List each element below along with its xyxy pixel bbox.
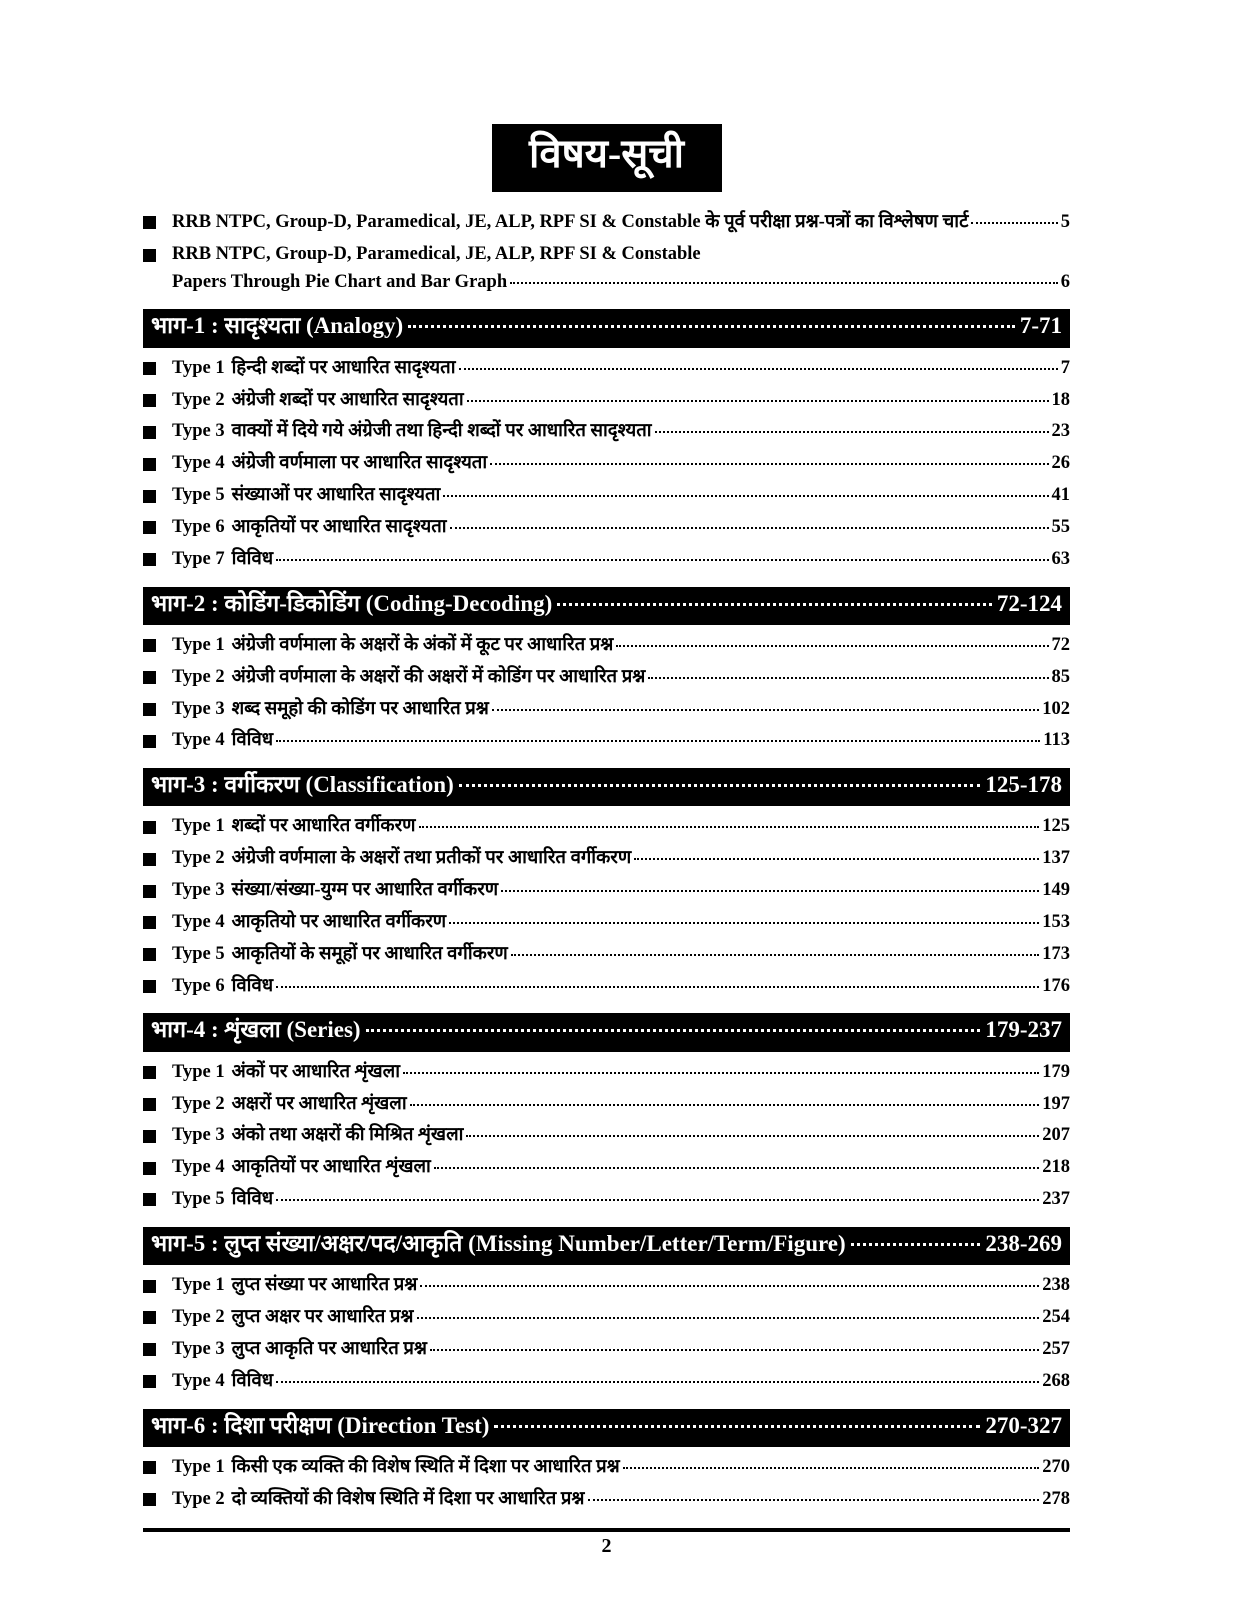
section-page-range: 125-178 — [985, 772, 1062, 798]
bullet-square-icon — [143, 1343, 156, 1356]
item-text: शब्द समूहो की कोडिंग पर आधारित प्रश्न — [231, 698, 489, 719]
intro-item-page: 5 — [1060, 212, 1070, 232]
item-text: शब्दों पर आधारित वर्गीकरण — [231, 816, 416, 837]
item-page: 149 — [1042, 880, 1070, 901]
dot-leader — [648, 677, 1048, 679]
item-page: 7 — [1060, 357, 1070, 378]
item-type-label: Type 2 — [172, 389, 225, 410]
item-type-label: Type 3 — [172, 880, 225, 901]
bullet-square-icon — [143, 1162, 156, 1175]
toc-page — [143, 0, 1070, 1558]
bullet-square-icon — [143, 703, 156, 716]
page-title: विषय-सूची — [492, 124, 722, 192]
item-page: 125 — [1042, 816, 1070, 837]
item-type-label: Type 1 — [172, 634, 225, 655]
toc-item — [143, 1489, 1070, 1511]
dot-leader — [408, 325, 1015, 328]
item-text: अंग्रेजी वर्णमाला के अक्षरों के अंकों में कूट पर आधारित प्रश्न — [231, 634, 614, 655]
bullet-square-icon — [143, 521, 156, 534]
item-text: विविध — [231, 730, 274, 751]
bullet-square-icon — [143, 249, 156, 262]
intro-item-line2-row — [172, 272, 1070, 294]
dot-leader — [459, 784, 981, 787]
item-text: संख्याओं पर आधारित सादृश्यता — [231, 485, 441, 506]
dot-leader — [276, 559, 1048, 561]
bullet-square-icon — [143, 853, 156, 866]
dot-leader — [494, 1425, 980, 1428]
dot-leader — [623, 1467, 1040, 1469]
item-type-label: Type 1 — [172, 816, 225, 837]
item-type-label: Type 6 — [172, 975, 225, 996]
dot-leader — [430, 1349, 1039, 1351]
item-text: अंग्रेजी वर्णमाला के अक्षरों की अक्षरों में कोडिंग पर आधारित प्रश्न — [231, 666, 646, 687]
item-page: 55 — [1051, 516, 1070, 537]
section-page-range: 179-237 — [985, 1017, 1062, 1043]
dot-leader — [510, 282, 1058, 284]
dot-leader — [449, 922, 1039, 924]
toc-section — [143, 1227, 1070, 1393]
bullet-square-icon — [143, 1493, 156, 1506]
item-page: 237 — [1042, 1189, 1070, 1210]
item-page: 207 — [1042, 1125, 1070, 1146]
section-page-range: 7-71 — [1019, 313, 1062, 339]
item-page: 278 — [1042, 1488, 1070, 1509]
toc-item — [143, 1157, 1070, 1179]
item-page: 176 — [1042, 975, 1070, 996]
item-text: वाक्यों में दिये गये अंग्रेजी तथा हिन्दी शब्दों पर आधारित सादृश्यता — [231, 421, 652, 442]
item-text: किसी एक व्यक्ति की विशेष स्थिति में दिशा पर आधारित प्रश्न — [231, 1456, 620, 1477]
toc-item — [143, 1339, 1070, 1361]
dot-leader — [971, 222, 1057, 224]
item-text: आकृतियों पर आधारित सादृश्यता — [231, 516, 447, 537]
item-type-label: Type 3 — [172, 698, 225, 719]
intro-item-line1: RRB NTPC, Group-D, Paramedical, JE, ALP, RPF SI & Constable — [172, 243, 701, 264]
toc-item — [143, 944, 1070, 966]
item-page: 41 — [1051, 485, 1070, 506]
section-header — [143, 309, 1070, 347]
toc-item — [143, 1307, 1070, 1329]
dot-leader — [588, 1499, 1040, 1501]
dot-leader — [366, 1029, 981, 1032]
page-footer — [143, 1528, 1070, 1558]
item-type-label: Type 5 — [172, 485, 225, 506]
item-type-label: Type 3 — [172, 1125, 225, 1146]
section-title: भाग-2 : कोडिंग-डिकोडिंग (Coding-Decoding) — [151, 590, 553, 616]
toc-item — [143, 816, 1070, 838]
dot-leader — [616, 645, 1048, 647]
item-page: 72 — [1051, 634, 1070, 655]
bullet-square-icon — [143, 1311, 156, 1324]
dot-leader — [276, 740, 1040, 742]
item-page: 26 — [1051, 453, 1070, 474]
section-page-range: 72-124 — [996, 590, 1062, 616]
toc-item — [143, 517, 1070, 539]
section-title: भाग-1 : सादृश्यता (Analogy) — [151, 313, 404, 339]
item-type-label: Type 2 — [172, 1488, 225, 1509]
bullet-square-icon — [143, 1130, 156, 1143]
item-text: दो व्यक्तियों की विशेष स्थिति में दिशा पर आधारित प्रश्न — [231, 1488, 585, 1509]
bullet-square-icon — [143, 639, 156, 652]
item-type-label: Type 2 — [172, 666, 225, 687]
item-type-label: Type 4 — [172, 1157, 225, 1178]
toc-item — [143, 667, 1070, 689]
item-text: विविध — [231, 548, 274, 569]
item-page: 137 — [1042, 848, 1070, 869]
item-text: आकृतियों के समूहों पर आधारित वर्गीकरण — [231, 943, 508, 964]
bullet-square-icon — [143, 948, 156, 961]
toc-item — [143, 976, 1070, 998]
bullet-square-icon — [143, 1280, 156, 1293]
item-type-label: Type 3 — [172, 1338, 225, 1359]
toc-item — [143, 1189, 1070, 1211]
section-items — [143, 816, 1070, 997]
section-items — [143, 635, 1070, 752]
item-page: 257 — [1042, 1338, 1070, 1359]
section-items — [143, 1062, 1070, 1211]
item-type-label: Type 4 — [172, 730, 225, 751]
item-page: 218 — [1042, 1157, 1070, 1178]
dot-leader — [276, 1199, 1039, 1201]
dot-leader — [557, 603, 992, 606]
bullet-square-icon — [143, 916, 156, 929]
bullet-square-icon — [143, 553, 156, 566]
bullet-square-icon — [143, 735, 156, 748]
item-text: अक्षरों पर आधारित शृंखला — [231, 1093, 407, 1114]
dot-leader — [276, 1381, 1039, 1383]
dot-leader — [655, 431, 1049, 433]
item-page: 153 — [1042, 911, 1070, 932]
intro-item-text: RRB NTPC, Group-D, Paramedical, JE, ALP, RPF SI & Constable के पूर्व परीक्षा प्रश्न-पत्रों का विश्लेषण चार्ट — [172, 212, 969, 232]
section-items — [143, 358, 1070, 571]
item-page: 85 — [1051, 666, 1070, 687]
item-page: 268 — [1042, 1370, 1070, 1391]
section-title: भाग-3 : वर्गीकरण (Classification) — [151, 772, 454, 798]
section-page-range: 270-327 — [985, 1412, 1062, 1438]
dot-leader — [634, 858, 1039, 860]
bullet-square-icon — [143, 394, 156, 407]
toc-section — [143, 309, 1070, 570]
toc-section — [143, 1013, 1070, 1210]
toc-item — [143, 1371, 1070, 1393]
dot-leader — [459, 368, 1058, 370]
bullet-square-icon — [143, 1066, 156, 1079]
item-text: लुप्त संख्या पर आधारित प्रश्न — [231, 1275, 418, 1296]
item-type-label: Type 4 — [172, 453, 225, 474]
item-text: अंकों पर आधारित शृंखला — [231, 1061, 400, 1082]
toc-item — [143, 485, 1070, 507]
item-page: 173 — [1042, 943, 1070, 964]
item-type-label: Type 2 — [172, 1307, 225, 1328]
intro-item-lines — [172, 244, 1070, 294]
item-page: 270 — [1042, 1456, 1070, 1477]
toc-item — [143, 912, 1070, 934]
item-type-label: Type 1 — [172, 1061, 225, 1082]
intro-item-page: 6 — [1060, 271, 1070, 292]
toc-intro-item — [143, 244, 1070, 294]
intro-list — [143, 212, 1070, 293]
toc-item — [143, 1275, 1070, 1297]
toc-item — [143, 699, 1070, 721]
bullet-square-icon — [143, 671, 156, 684]
bullet-square-icon — [143, 1461, 156, 1474]
dot-leader — [419, 826, 1040, 828]
section-title: भाग-5 : लुप्त संख्या/अक्षर/पद/आकृति (Missing Number/Letter/Term/Figure) — [151, 1230, 846, 1256]
toc-item — [143, 1125, 1070, 1147]
item-page: 18 — [1051, 389, 1070, 410]
section-header — [143, 1409, 1070, 1447]
bullet-square-icon — [143, 1375, 156, 1388]
item-page: 63 — [1051, 548, 1070, 569]
toc-item — [143, 453, 1070, 475]
item-type-label: Type 6 — [172, 516, 225, 537]
section-header — [143, 587, 1070, 625]
item-page: 113 — [1043, 730, 1070, 751]
item-text: आकृतियो पर आधारित वर्गीकरण — [231, 911, 447, 932]
item-text: लुप्त अक्षर पर आधारित प्रश्न — [231, 1307, 414, 1328]
sections — [143, 309, 1070, 1510]
toc-item — [143, 390, 1070, 412]
bullet-square-icon — [143, 821, 156, 834]
dot-leader — [511, 954, 1039, 956]
item-type-label: Type 4 — [172, 1370, 225, 1391]
item-text: विविध — [231, 975, 274, 996]
dot-leader — [276, 986, 1039, 988]
toc-section — [143, 1409, 1070, 1511]
item-text: संख्या/संख्या-युग्म पर आधारित वर्गीकरण — [231, 880, 499, 901]
dot-leader — [420, 1285, 1039, 1287]
toc-item — [143, 358, 1070, 380]
dot-leader — [501, 890, 1039, 892]
bullet-square-icon — [143, 1193, 156, 1206]
footer-page-number: 2 — [601, 1535, 612, 1558]
bullet-square-icon — [143, 490, 156, 503]
toc-item — [143, 1094, 1070, 1116]
section-title: भाग-4 : शृंखला (Series) — [151, 1017, 361, 1043]
toc-item — [143, 848, 1070, 870]
dot-leader — [410, 1104, 1040, 1106]
section-header — [143, 1013, 1070, 1051]
section-header — [143, 1227, 1070, 1265]
item-text: आकृतियों पर आधारित शृंखला — [231, 1157, 431, 1178]
bullet-square-icon — [143, 885, 156, 898]
toc-section — [143, 768, 1070, 997]
item-text: विविध — [231, 1370, 274, 1391]
item-text: अंग्रेजी वर्णमाला पर आधारित सादृश्यता — [231, 453, 488, 474]
footer-rule — [143, 1528, 1070, 1532]
item-type-label: Type 1 — [172, 1456, 225, 1477]
toc-intro-item — [143, 212, 1070, 234]
item-page: 254 — [1042, 1307, 1070, 1328]
item-page: 197 — [1042, 1093, 1070, 1114]
bullet-square-icon — [143, 362, 156, 375]
dot-leader — [466, 1135, 1039, 1137]
section-items — [143, 1457, 1070, 1511]
dot-leader — [467, 400, 1049, 402]
item-text: अंग्रेजी शब्दों पर आधारित सादृश्यता — [231, 389, 464, 410]
toc-item — [143, 635, 1070, 657]
section-header — [143, 768, 1070, 806]
dot-leader — [417, 1317, 1040, 1319]
item-type-label: Type 3 — [172, 421, 225, 442]
dot-leader — [851, 1243, 981, 1246]
item-page: 179 — [1042, 1061, 1070, 1082]
bullet-square-icon — [143, 426, 156, 439]
toc-item — [143, 421, 1070, 443]
item-page: 23 — [1051, 421, 1070, 442]
section-items — [143, 1275, 1070, 1392]
bullet-square-icon — [143, 458, 156, 471]
item-type-label: Type 4 — [172, 911, 225, 932]
item-type-label: Type 7 — [172, 548, 225, 569]
item-page: 238 — [1042, 1275, 1070, 1296]
dot-leader — [403, 1072, 1039, 1074]
dot-leader — [492, 709, 1039, 711]
dot-leader — [450, 527, 1049, 529]
item-type-label: Type 2 — [172, 848, 225, 869]
section-page-range: 238-269 — [985, 1230, 1062, 1256]
item-text: लुप्त आकृति पर आधारित प्रश्न — [231, 1338, 427, 1359]
item-type-label: Type 2 — [172, 1093, 225, 1114]
item-type-label: Type 1 — [172, 1275, 225, 1296]
section-title: भाग-6 : दिशा परीक्षण (Direction Test) — [151, 1412, 490, 1438]
item-text: अंग्रेजी वर्णमाला के अक्षरों तथा प्रतीकों पर आधारित वर्गीकरण — [231, 848, 632, 869]
item-text: विविध — [231, 1189, 274, 1210]
item-type-label: Type 1 — [172, 357, 225, 378]
bullet-square-icon — [143, 980, 156, 993]
dot-leader — [443, 495, 1048, 497]
toc-item — [143, 730, 1070, 752]
toc-item — [143, 549, 1070, 571]
toc-item — [143, 1062, 1070, 1084]
item-text: हिन्दी शब्दों पर आधारित सादृश्यता — [231, 357, 456, 378]
toc-item — [143, 1457, 1070, 1479]
item-type-label: Type 5 — [172, 1189, 225, 1210]
bullet-square-icon — [143, 1098, 156, 1111]
item-text: अंको तथा अक्षरों की मिश्रित शृंखला — [231, 1125, 464, 1146]
toc-item — [143, 880, 1070, 902]
toc-section — [143, 587, 1070, 753]
item-type-label: Type 5 — [172, 943, 225, 964]
intro-item-line2: Papers Through Pie Chart and Bar Graph — [172, 271, 508, 292]
item-page: 102 — [1042, 698, 1070, 719]
dot-leader — [490, 463, 1048, 465]
dot-leader — [434, 1167, 1039, 1169]
bullet-square-icon — [143, 216, 156, 229]
